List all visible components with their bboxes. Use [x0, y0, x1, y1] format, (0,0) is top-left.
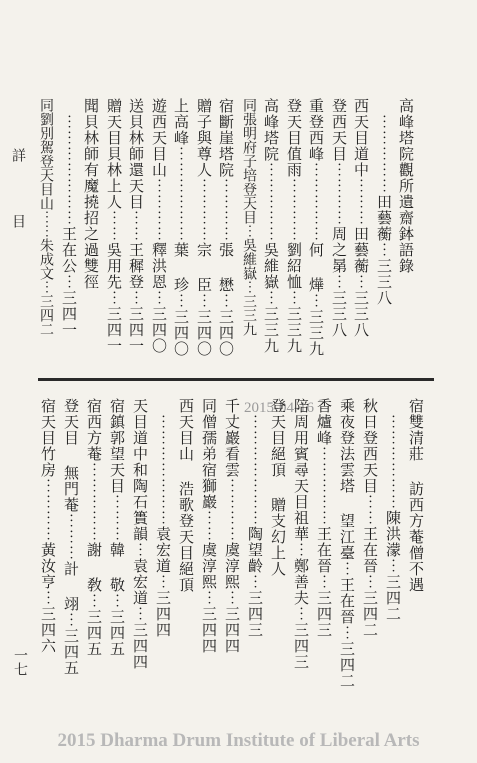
- toc-entry: 西天目山 浩歌登天目絕頂: [177, 398, 195, 593]
- toc-entry: 重登西峰⋯⋯⋯⋯⋯何 燁⋯三三九: [307, 98, 325, 357]
- toc-entry: ⋯⋯⋯⋯⋯田藝蘅⋯三三八: [375, 98, 393, 306]
- toc-entry: 送貝林師還天目⋯⋯王穉登⋯三四一: [127, 98, 145, 354]
- toc-entry: 陪周用賓尋天目祖華⋯鄭善夫⋯三四三: [292, 398, 310, 670]
- toc-entry: 宿鎮郭望天目⋯⋯⋯韓 敬⋯三四五: [108, 398, 126, 657]
- toc-entry: 秋日登西天目⋯⋯王在晉⋯三四二: [361, 398, 379, 638]
- toc-entry: 同張明府子培登天目⋯吳維嶽⋯三三九: [241, 98, 257, 336]
- toc-entry: 宿西方菴⋯⋯⋯⋯⋯謝 敎⋯三四五: [85, 398, 103, 657]
- toc-entry: 登天目值雨⋯⋯⋯⋯劉紹恤⋯三三九: [285, 98, 303, 354]
- toc-entry: ⋯⋯⋯⋯⋯⋯⋯王在公⋯三四一: [60, 98, 78, 338]
- toc-entry: 高峰塔院觀所遺齋鉢語錄: [397, 98, 415, 274]
- toc-entry: 上高峰⋯⋯⋯⋯⋯⋯葉 珍⋯三四〇: [172, 98, 190, 357]
- toc-entry: 贈子與尊人⋯⋯⋯⋯宗 臣⋯三四〇: [195, 98, 213, 357]
- toc-entry: 千丈巖看雲⋯⋯⋯⋯虞淳熙⋯三四四: [223, 398, 241, 654]
- toc-entry: 乘夜登法雲塔 望江臺⋯王在晉⋯三四二: [338, 398, 356, 689]
- toc-entry: 聞貝林師有魔撓招之過雙徑: [82, 98, 100, 290]
- toc-entry: 贈天目貝林上人⋯⋯吳用先⋯三四一: [105, 98, 123, 354]
- toc-entry: ⋯⋯⋯⋯⋯⋯⋯陶望齡⋯三四三: [246, 398, 264, 638]
- toc-entry: 西天目道中⋯⋯⋯田藝蘅⋯三三八: [352, 98, 370, 338]
- toc-entry: 登天目 無門菴⋯⋯⋯計 翊⋯三四五: [62, 398, 80, 676]
- watermark: 2015 Dharma Drum Institute of Liberal Arts: [57, 730, 420, 751]
- toc-entry: ⋯⋯⋯⋯⋯⋯⋯袁宏道⋯三四四: [154, 398, 172, 638]
- toc-entry: 同劉別駕登天目山⋯⋯朱成文⋯三四二: [38, 98, 54, 336]
- toc-entry: 宿雙清莊 訪西方菴僧不遇: [407, 398, 425, 593]
- toc-entry: 登天目絕頂 贈支幻上人: [269, 398, 287, 577]
- toc-entry: 同僧孺弟宿獅巖⋯⋯虞淳熙⋯三四四: [200, 398, 218, 654]
- toc-entry: 香爐峰⋯⋯⋯⋯⋯王在晉⋯三四三: [315, 398, 333, 638]
- toc-entry: 登西天目⋯⋯⋯⋯周之晜⋯三三八: [330, 98, 348, 338]
- toc-entry: ⋯⋯⋯⋯⋯⋯陳洪濛⋯三四二: [384, 398, 402, 622]
- toc-entry: 遊西天目山⋯⋯⋯⋯釋洪恩⋯三四〇: [150, 98, 168, 354]
- toc-entry: 高峰塔院⋯⋯⋯⋯⋯吳維嶽⋯三三九: [262, 98, 280, 354]
- page-number: 一七: [12, 648, 28, 676]
- toc-entry: 宿斷崖塔院⋯⋯⋯⋯張 懋⋯三四〇: [217, 98, 235, 357]
- date-stamp: 2015-04-16: [244, 400, 314, 416]
- toc-entry: 宿天目竹房⋯⋯⋯⋯黃汝亨⋯三四六: [39, 398, 57, 654]
- toc-entry: 天目道中和陶石簣韻⋯袁宏道⋯三四四: [131, 398, 149, 670]
- side-label: 詳 目: [10, 148, 26, 246]
- section-divider: [38, 378, 434, 381]
